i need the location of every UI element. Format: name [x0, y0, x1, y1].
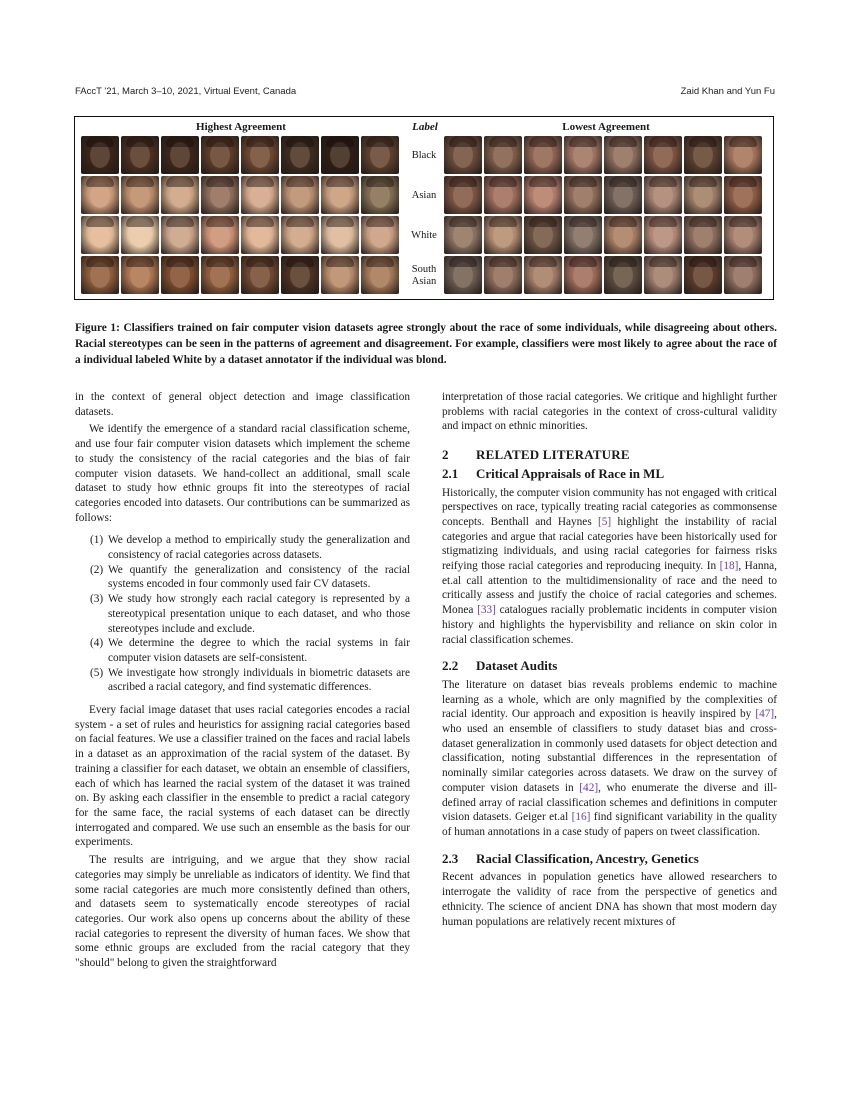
list-number: (5) [90, 666, 104, 679]
list-number: (3) [90, 593, 104, 606]
list-number: (1) [90, 534, 104, 547]
lowest-agreement-face-grid [444, 136, 762, 294]
face-photo [121, 216, 159, 254]
face-photo [81, 136, 119, 174]
subsection-number: 2.1 [442, 465, 459, 481]
list-text: We investigate how strongly individuals in biometric datasets are ascribed a racial category, and find systematic differences. [108, 666, 410, 694]
face-photo [724, 136, 762, 174]
face-photo [684, 176, 722, 214]
list-text: We determine the degree to which the racial systems in fair computer vision datasets are self-consistent. [108, 637, 410, 664]
left-column [75, 390, 410, 974]
face-photo [644, 136, 682, 174]
face-photo [444, 136, 482, 174]
citation-link[interactable]: [5] [598, 515, 612, 528]
face-photo [684, 216, 722, 254]
face-photo [524, 256, 562, 294]
face-photo [161, 136, 199, 174]
face-photo [684, 136, 722, 174]
text-run: , who enumerate the diverse and ill-defined array of racial classification schemes and definitions in computer vision datasets. Geiger et.al [442, 781, 778, 824]
face-photo [484, 216, 522, 254]
face-photo [484, 256, 522, 294]
face-photo [564, 256, 602, 294]
face-photo [281, 216, 319, 254]
text-run: The literature on dataset bias reveals problems endemic to machine learning as a whole, which are only magnified by the complexities of racial identity. Our approach and exposition is heavily inspired by [442, 678, 777, 721]
face-photo [81, 216, 119, 254]
face-photo [444, 216, 482, 254]
face-photo [644, 176, 682, 214]
face-photo [121, 136, 159, 174]
subsection-heading-critical-appraisals [442, 467, 777, 482]
face-photo [321, 216, 359, 254]
face-photo [724, 216, 762, 254]
paragraph: Recent advances in population genetics have allowed researchers to interrogate the validity of race from the perspective of genetics and ethnicity. The science of ancient DNA has shown that most modern day human populations are relatively recent mixtures of [442, 871, 777, 928]
face-photo [564, 176, 602, 214]
list-text: We study how strongly each racial category is represented by a stereotypical presentation unique to each dataset, and who those stereotypes include and exclude. [108, 593, 410, 635]
face-photo [241, 216, 279, 254]
paragraph: in the context of general object detection and image classification datasets. [75, 391, 410, 418]
face-photo [241, 136, 279, 174]
subsection-number: 2.3 [442, 850, 459, 866]
face-photo [604, 216, 642, 254]
right-column [442, 390, 777, 932]
face-photo [281, 136, 319, 174]
list-text: We develop a method to empirically study the generalization and consistency of racial categories across datasets. [108, 534, 410, 562]
row-labels [403, 136, 445, 296]
face-photo [361, 256, 399, 294]
face-photo [361, 136, 399, 174]
section-title: RELATED LITERATURE [476, 447, 630, 463]
section-heading-related-literature [442, 448, 777, 463]
face-photo [201, 136, 239, 174]
face-photo [321, 136, 359, 174]
figure-1 [74, 116, 774, 300]
list-item [75, 563, 410, 592]
citation-link[interactable]: [42] [579, 781, 599, 794]
citation-link[interactable]: [33] [477, 604, 496, 617]
face-photo [281, 176, 319, 214]
list-item [75, 592, 410, 636]
running-header-venue: FAccT '21, March 3–10, 2021, Virtual Event, Canada [75, 86, 297, 97]
face-photo [321, 256, 359, 294]
row-label-south-asian: South Asian [411, 264, 437, 287]
row-label-asian: Asian [411, 190, 437, 201]
contributions-list [75, 533, 410, 695]
citation-link[interactable]: [47] [755, 708, 775, 721]
paragraph [442, 486, 777, 648]
lowest-agreement-title: Lowest Agreement [562, 121, 650, 133]
face-photo [604, 256, 642, 294]
running-header-authors: Zaid Khan and Yun Fu [680, 86, 775, 97]
figure-caption: Figure 1: Classifiers trained on fair computer vision datasets agree strongly about the race of some individuals, while disagreeing about others. Racial stereotypes can be seen in the patterns of agreement and disagreement. For example, classifiers were most likely to agree about the race of a individual labeled White by a dataset annotator if the individual was blond. [75, 322, 777, 367]
subsection-heading-dataset-audits [442, 659, 777, 674]
list-number: (4) [90, 637, 104, 650]
subsection-title: Critical Appraisals of Race in ML [476, 465, 665, 481]
paragraph: Every facial image dataset that uses racial categories encodes a racial system - a set of rules and heuristics for assigning racial categories based on facial features. We use a classifier trained on the faces and racial labels in a dataset as an approximation of the racial system of the dataset. By training a classifier for each dataset, we obtain an ensemble of classifiers, each of which has learned the racial system of the dataset it was trained on. By asking each classifier in the ensemble to predict a racial category for the same face, the racial systems of each dataset can be directly interrogated and compared. We use such an ensemble as the basis for our experiments. [75, 704, 410, 849]
list-text: We quantify the generalization and consistency of the racial systems encoded in four commonly used fair CV datasets. [108, 563, 410, 591]
subsection-heading-racial-classification [442, 852, 777, 867]
face-photo [564, 136, 602, 174]
text-run: Historically, the computer vision community has not engaged with critical perspectives on race, typically treating racial categories as commonsense concepts. Benthall and Haynes [442, 486, 777, 528]
face-photo [524, 136, 562, 174]
face-photo [604, 176, 642, 214]
citation-link[interactable]: [16] [571, 811, 591, 824]
list-item [75, 636, 410, 665]
paragraph [442, 678, 777, 840]
text-run: catalogues racially problematic incidents in computer vision history and highlights the hypervisbility and reliance on skin color in racial classification schemes. [442, 604, 777, 646]
face-photo [121, 256, 159, 294]
face-photo [81, 256, 119, 294]
paragraph: The results are intriguing, and we argue that they show racial categories may simply be unreliable as indicators of identity. We find that some racial categories are much more consistently defined than others, and datasets seem to systematically encode stereotypes of racial categories. Our work also opens up concerns about the ability of these racial categories to represent the diversity of human faces. We show that some ethnic groups are excluded from the racial category that they "should" belong to given the straightforward [75, 854, 410, 970]
face-photo [361, 176, 399, 214]
section-number: 2 [442, 447, 449, 463]
face-photo [684, 256, 722, 294]
face-photo [321, 176, 359, 214]
text-run: , Hanna, et.al call attention to the multidimensionality of race and the need to critically assess and justify the choice of racial categories and schemes. Monea [442, 560, 777, 617]
row-label-black: Black [411, 150, 437, 161]
face-photo [524, 176, 562, 214]
face-photo [281, 256, 319, 294]
face-photo [361, 216, 399, 254]
face-photo [484, 176, 522, 214]
face-photo [161, 256, 199, 294]
face-photo [484, 136, 522, 174]
face-photo [161, 216, 199, 254]
row-label-white: White [411, 230, 437, 241]
highest-agreement-title: Highest Agreement [196, 121, 286, 133]
face-photo [604, 136, 642, 174]
text-run: highlight the instability of racial categories and argue that racial categories have been historically used for stigmatizing individuals, and using racial categories for fairness risks reifying those racial categories and reproducing inequity. In [442, 515, 777, 573]
list-number: (2) [90, 563, 104, 576]
face-photo [241, 176, 279, 214]
face-photo [524, 216, 562, 254]
subsection-number: 2.2 [442, 658, 459, 674]
paragraph: We identify the emergence of a standard racial classification scheme, and use four fair computer vision datasets which implement the scheme to study the consistency of the racial categories and the bias of fair computer vision datasets. We hand-collect an additional, small scale dataset to study how ethnic groups fit into the stereotypes of racial categories encoded into datasets. Our contributions can be summarized as follows: [75, 423, 410, 524]
highest-agreement-face-grid [81, 136, 399, 294]
paragraph: interpretation of those racial categories. We critique and highlight further problems with racial categories in the context of cross-cultural validity and impact on ethnic minorities. [442, 391, 777, 433]
face-photo [724, 176, 762, 214]
face-photo [241, 256, 279, 294]
label-column-title: Label [412, 121, 438, 133]
subsection-title: Dataset Audits [476, 658, 558, 674]
face-photo [644, 216, 682, 254]
face-photo [564, 216, 602, 254]
face-photo [724, 256, 762, 294]
face-photo [121, 176, 159, 214]
face-photo [201, 176, 239, 214]
list-item [75, 533, 410, 562]
text-run: find significant variability in the quality of human annotations in a case study of papers on tweet classification. [442, 811, 777, 838]
face-photo [444, 256, 482, 294]
face-photo [81, 176, 119, 214]
text-run: , who used an ensemble of classifiers to study dataset bias and cross-dataset generalization in commonly used datasets for object detection and classification, noting substantial differences in the representation of nominally similar categories across datasets. We draw on the survey of computer vision datasets in [442, 708, 777, 794]
list-item [75, 666, 410, 695]
face-photo [644, 256, 682, 294]
face-photo [161, 176, 199, 214]
face-photo [201, 216, 239, 254]
subsection-title: Racial Classification, Ancestry, Genetics [476, 850, 699, 866]
citation-link[interactable]: [18] [719, 560, 739, 573]
face-photo [444, 176, 482, 214]
face-photo [201, 256, 239, 294]
